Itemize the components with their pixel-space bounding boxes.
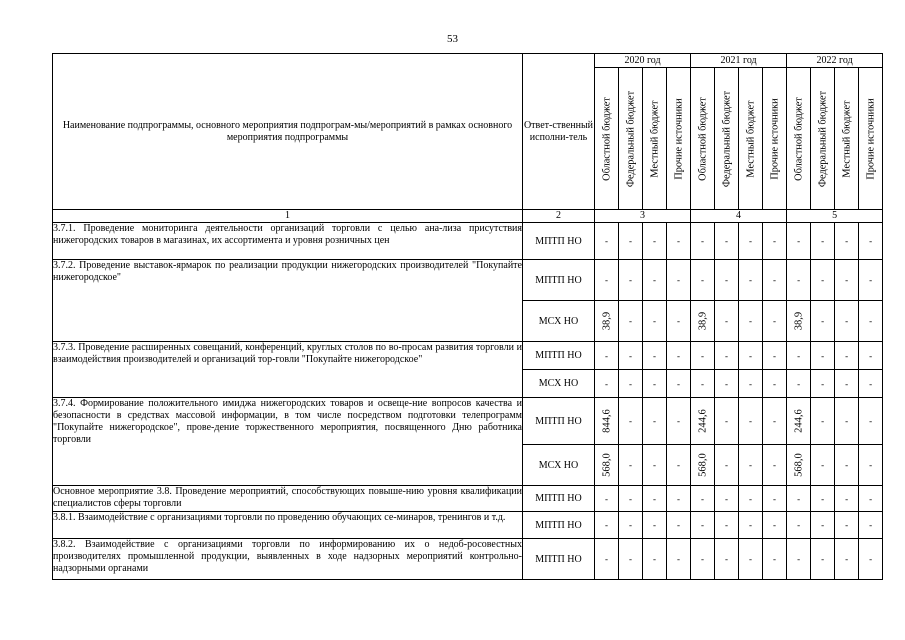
value-text: - (725, 236, 729, 246)
value-text: - (701, 520, 705, 530)
value-text: - (845, 378, 849, 389)
value-cell (595, 512, 619, 539)
value-cell (619, 370, 643, 398)
value-text: - (749, 350, 753, 361)
value-cell (859, 260, 883, 301)
value-cell (715, 539, 739, 580)
value-text: - (677, 378, 681, 389)
value-cell (763, 301, 787, 342)
budget-table (52, 53, 883, 580)
value-text: - (605, 554, 608, 564)
value-text: - (869, 416, 873, 426)
value-cell (787, 342, 811, 370)
value-cell (595, 445, 619, 486)
value-text: - (701, 350, 705, 361)
row-executor: МПТП НО (523, 512, 595, 539)
value-text: - (653, 378, 656, 389)
value-cell (619, 486, 643, 512)
row-description: 3.8.1. Взаимодействие с организациями торговли по проведению обучающих се-минаров, тренингов и т.д. (53, 512, 523, 539)
value-text: - (821, 493, 825, 504)
value-text: - (677, 275, 681, 285)
row-description: 3.7.4. Формирование положительного имиджа нижегородских товаров и освеще-ние вопросов качества и безопасности в средствах массовой информации, в том числе посредством подготовки телепрограмм "Покупайте нижегородское", прове-дение торжественного мероприятия, посвященного Дню работника торговли (53, 398, 523, 486)
value-cell (667, 539, 691, 580)
value-text: - (629, 236, 632, 246)
value-text: - (701, 554, 705, 564)
value-cell (859, 301, 883, 342)
value-cell (643, 301, 667, 342)
value-text: - (605, 275, 608, 285)
value-cell (739, 398, 763, 445)
value-text: - (821, 554, 825, 564)
value-cell (619, 398, 643, 445)
value-text: - (845, 493, 849, 504)
value-text: - (629, 493, 632, 504)
value-text: - (677, 460, 681, 470)
value-text: - (845, 236, 849, 246)
value-cell (763, 486, 787, 512)
value-cell (859, 539, 883, 580)
value-cell (667, 223, 691, 260)
value-text: - (605, 350, 608, 361)
value-text: - (821, 460, 825, 470)
value-cell (835, 445, 859, 486)
value-cell (787, 398, 811, 445)
value-text: - (773, 316, 777, 326)
value-text: - (749, 554, 753, 564)
value-cell (691, 223, 715, 260)
value-cell (739, 301, 763, 342)
row-executor: МПТП НО (523, 342, 595, 370)
value-text: 568,0 (793, 453, 805, 477)
value-cell (643, 342, 667, 370)
value-cell (643, 486, 667, 512)
value-text: - (653, 460, 656, 470)
table-row (53, 539, 883, 580)
value-text: - (725, 460, 729, 470)
value-text: - (749, 236, 753, 246)
value-text: - (845, 416, 849, 426)
row-executor: МСХ НО (523, 301, 595, 342)
value-cell (739, 445, 763, 486)
value-text: - (677, 416, 681, 426)
value-text: 568,0 (697, 453, 709, 477)
value-text: - (605, 493, 608, 504)
value-text: - (653, 554, 656, 564)
value-cell (715, 342, 739, 370)
value-cell (787, 301, 811, 342)
value-text: - (845, 316, 849, 326)
value-cell (619, 539, 643, 580)
header-source-regional: Областной бюджет (595, 68, 619, 210)
value-text: - (821, 236, 825, 246)
value-text: 38,9 (697, 311, 709, 331)
value-cell (835, 260, 859, 301)
value-text: - (869, 316, 873, 326)
value-cell (667, 398, 691, 445)
value-cell (763, 342, 787, 370)
value-cell (643, 370, 667, 398)
value-text: - (821, 378, 825, 389)
value-text: - (605, 378, 608, 389)
value-text: - (653, 416, 656, 426)
value-text: - (869, 350, 873, 361)
value-text: - (677, 236, 681, 246)
value-cell (835, 370, 859, 398)
header-source-other: Прочие источники (763, 68, 787, 210)
value-cell (739, 539, 763, 580)
value-text: - (629, 460, 632, 470)
value-cell (763, 223, 787, 260)
page-number: 53 (447, 33, 458, 45)
value-text: - (773, 236, 777, 246)
table-row (53, 486, 883, 512)
value-text: - (773, 554, 777, 564)
value-text: - (869, 520, 873, 530)
value-text: - (845, 350, 849, 361)
value-cell (835, 512, 859, 539)
value-cell (811, 512, 835, 539)
value-cell (595, 223, 619, 260)
value-text: - (725, 275, 729, 285)
value-text: 38,9 (601, 311, 612, 331)
value-text: - (677, 520, 681, 530)
value-text: - (653, 493, 656, 504)
value-cell (739, 486, 763, 512)
value-cell (835, 398, 859, 445)
column-number: 4 (691, 210, 787, 223)
value-cell (691, 301, 715, 342)
value-cell (811, 301, 835, 342)
table-row (53, 223, 883, 260)
value-cell (691, 260, 715, 301)
value-text: - (725, 378, 729, 389)
value-cell (763, 370, 787, 398)
value-text: - (749, 493, 753, 504)
value-cell (667, 512, 691, 539)
value-text: - (821, 520, 825, 530)
value-cell (595, 342, 619, 370)
column-number: 2 (523, 210, 595, 223)
table-row (53, 398, 883, 445)
value-cell (691, 342, 715, 370)
value-cell (619, 260, 643, 301)
value-cell (619, 301, 643, 342)
value-cell (595, 301, 619, 342)
value-cell (763, 445, 787, 486)
header-source-regional: Областной бюджет (691, 68, 715, 210)
value-cell (715, 260, 739, 301)
header-source-other: Прочие источники (667, 68, 691, 210)
value-cell (715, 223, 739, 260)
value-cell (787, 539, 811, 580)
value-text: - (605, 236, 608, 246)
value-text: - (605, 520, 608, 530)
header-source-local: Местный бюджет (739, 68, 763, 210)
value-text: - (821, 350, 825, 361)
row-executor: МСХ НО (523, 370, 595, 398)
value-text: - (773, 493, 777, 504)
value-text: - (749, 316, 753, 326)
value-cell (811, 342, 835, 370)
value-text: - (869, 554, 873, 564)
value-text: - (845, 275, 849, 285)
value-cell (811, 486, 835, 512)
table-row (53, 260, 883, 301)
value-text: - (629, 275, 632, 285)
value-cell (835, 486, 859, 512)
value-cell (859, 512, 883, 539)
value-cell (595, 260, 619, 301)
value-text: - (749, 520, 753, 530)
value-cell (667, 445, 691, 486)
value-text: - (773, 378, 777, 389)
header-source-federal: Федеральный бюджет (715, 68, 739, 210)
value-text: - (629, 350, 632, 361)
header-name: Наименование подпрограммы, основного мероприятия подпрограм-мы/мероприятий в рамках основного мероприятия подпрограммы (53, 54, 523, 210)
value-cell (667, 370, 691, 398)
value-text: - (869, 378, 873, 389)
value-text: 38,9 (793, 311, 805, 331)
value-cell (859, 398, 883, 445)
row-description: Основное мероприятие 3.8. Проведение мероприятий, способствующих повыше-нию уровня квалификации специалистов сферы торговли (53, 486, 523, 512)
value-cell (619, 445, 643, 486)
value-text: - (725, 316, 729, 326)
value-text: - (797, 378, 801, 389)
value-cell (715, 512, 739, 539)
value-text: 244,6 (793, 409, 805, 433)
value-cell (811, 223, 835, 260)
value-cell (835, 539, 859, 580)
row-executor: МПТП НО (523, 486, 595, 512)
value-text: - (629, 416, 632, 426)
value-text: - (701, 493, 705, 504)
value-text: - (701, 275, 705, 285)
value-cell (691, 512, 715, 539)
value-text: - (653, 236, 656, 246)
column-number: 1 (53, 210, 523, 223)
value-text: - (677, 350, 681, 361)
value-text: - (725, 416, 729, 426)
value-text: - (629, 316, 632, 326)
value-text: - (677, 554, 681, 564)
value-text: - (797, 520, 801, 530)
value-cell (859, 486, 883, 512)
header-source-regional: Областной бюджет (787, 68, 811, 210)
value-text: - (821, 275, 825, 285)
value-cell (595, 370, 619, 398)
header-year-2022: 2022 год (787, 54, 883, 68)
column-number: 5 (787, 210, 883, 223)
value-text: - (869, 460, 873, 470)
value-cell (859, 223, 883, 260)
value-cell (787, 223, 811, 260)
value-cell (691, 370, 715, 398)
value-cell (715, 370, 739, 398)
header-executor: Ответ-ственный исполни-тель (523, 54, 595, 210)
header-source-federal: Федеральный бюджет (811, 68, 835, 210)
value-cell (643, 398, 667, 445)
value-cell (763, 539, 787, 580)
value-text: - (725, 350, 729, 361)
value-cell (787, 370, 811, 398)
table-row (53, 512, 883, 539)
header-year-2021: 2021 год (691, 54, 787, 68)
value-cell (667, 260, 691, 301)
value-cell (739, 370, 763, 398)
value-text: - (773, 275, 777, 285)
value-cell (715, 398, 739, 445)
value-text: - (773, 520, 777, 530)
value-cell (835, 301, 859, 342)
row-executor: МПТП НО (523, 398, 595, 445)
value-cell (811, 445, 835, 486)
value-cell (691, 539, 715, 580)
value-text: - (629, 554, 632, 564)
value-text: - (797, 554, 801, 564)
value-cell (739, 342, 763, 370)
value-cell (739, 512, 763, 539)
value-cell (643, 223, 667, 260)
value-text: - (725, 493, 729, 504)
value-cell (643, 539, 667, 580)
value-cell (763, 398, 787, 445)
value-text: - (749, 416, 753, 426)
value-cell (619, 223, 643, 260)
value-text: - (821, 316, 825, 326)
value-text: - (821, 416, 825, 426)
value-cell (595, 539, 619, 580)
value-text: 844,6 (601, 409, 612, 433)
value-cell (595, 486, 619, 512)
value-text: - (845, 460, 849, 470)
value-text: - (749, 275, 753, 285)
value-cell (643, 260, 667, 301)
value-text: - (629, 520, 632, 530)
value-text: - (653, 316, 656, 326)
value-cell (643, 445, 667, 486)
value-text: - (701, 236, 705, 246)
value-cell (835, 223, 859, 260)
row-description: 3.7.1. Проведение мониторинга деятельности организаций торговли с целью ана-лиза присутствия нижегородских товаров в магазинах, их ассортимента и уровня розничных цен (53, 223, 523, 260)
value-text: 568,0 (601, 453, 612, 477)
value-cell (619, 342, 643, 370)
value-cell (811, 539, 835, 580)
value-text: - (773, 350, 777, 361)
row-description: 3.7.2. Проведение выставок-ярмарок по реализации продукции нижегородских производителей "Покупайте нижегородское" (53, 260, 523, 342)
value-cell (667, 301, 691, 342)
value-text: - (677, 316, 681, 326)
value-cell (859, 445, 883, 486)
value-text: - (869, 236, 873, 246)
table-body (53, 223, 883, 580)
value-text: - (869, 275, 873, 285)
header-source-other: Прочие источники (859, 68, 883, 210)
value-text: - (845, 554, 849, 564)
value-text: - (725, 520, 729, 530)
value-cell (787, 260, 811, 301)
value-cell (715, 445, 739, 486)
value-cell (859, 342, 883, 370)
value-text: - (653, 350, 656, 361)
value-cell (763, 260, 787, 301)
value-text: - (677, 493, 681, 504)
value-text: - (629, 378, 632, 389)
value-text: - (725, 554, 729, 564)
value-cell (811, 370, 835, 398)
row-executor: МПТП НО (523, 260, 595, 301)
value-cell (691, 445, 715, 486)
value-text: - (749, 460, 753, 470)
header-source-local: Местный бюджет (643, 68, 667, 210)
value-cell (739, 260, 763, 301)
value-text: - (797, 350, 801, 361)
value-cell (787, 445, 811, 486)
value-cell (595, 398, 619, 445)
value-text: - (653, 520, 656, 530)
value-cell (715, 486, 739, 512)
value-cell (691, 398, 715, 445)
row-executor: МСХ НО (523, 445, 595, 486)
value-text: - (749, 378, 753, 389)
value-text: - (797, 236, 801, 246)
value-cell (691, 486, 715, 512)
header-year-2020: 2020 год (595, 54, 691, 68)
row-executor: МПТП НО (523, 223, 595, 260)
header-source-local: Местный бюджет (835, 68, 859, 210)
value-cell (787, 512, 811, 539)
value-cell (811, 398, 835, 445)
value-cell (619, 512, 643, 539)
value-text: 244,6 (697, 409, 709, 433)
value-cell (787, 486, 811, 512)
table-row (53, 342, 883, 370)
value-cell (667, 342, 691, 370)
value-cell (667, 486, 691, 512)
value-cell (835, 342, 859, 370)
row-description: 3.7.3. Проведение расширенных совещаний, конференций, круглых столов по во-просам развития торговли и взаимодействия производителей и организаций тор-говли "Покупайте нижегородское" (53, 342, 523, 398)
value-cell (643, 512, 667, 539)
value-cell (715, 301, 739, 342)
header-source-federal: Федеральный бюджет (619, 68, 643, 210)
value-text: - (869, 493, 873, 504)
value-text: - (773, 460, 777, 470)
row-description: 3.8.2. Взаимодействие с организациями торговли по информированию их о недоб-росовестных производителях промышленной продукции, выявленных в ходе надзорных мероприятий контрольно-надзорными органами (53, 539, 523, 580)
value-text: - (773, 416, 777, 426)
column-number: 3 (595, 210, 691, 223)
row-executor: МПТП НО (523, 539, 595, 580)
value-cell (739, 223, 763, 260)
value-text: - (797, 493, 801, 504)
value-cell (811, 260, 835, 301)
value-cell (859, 370, 883, 398)
value-text: - (845, 520, 849, 530)
value-text: - (701, 378, 705, 389)
value-cell (763, 512, 787, 539)
value-text: - (653, 275, 656, 285)
value-text: - (797, 275, 801, 285)
